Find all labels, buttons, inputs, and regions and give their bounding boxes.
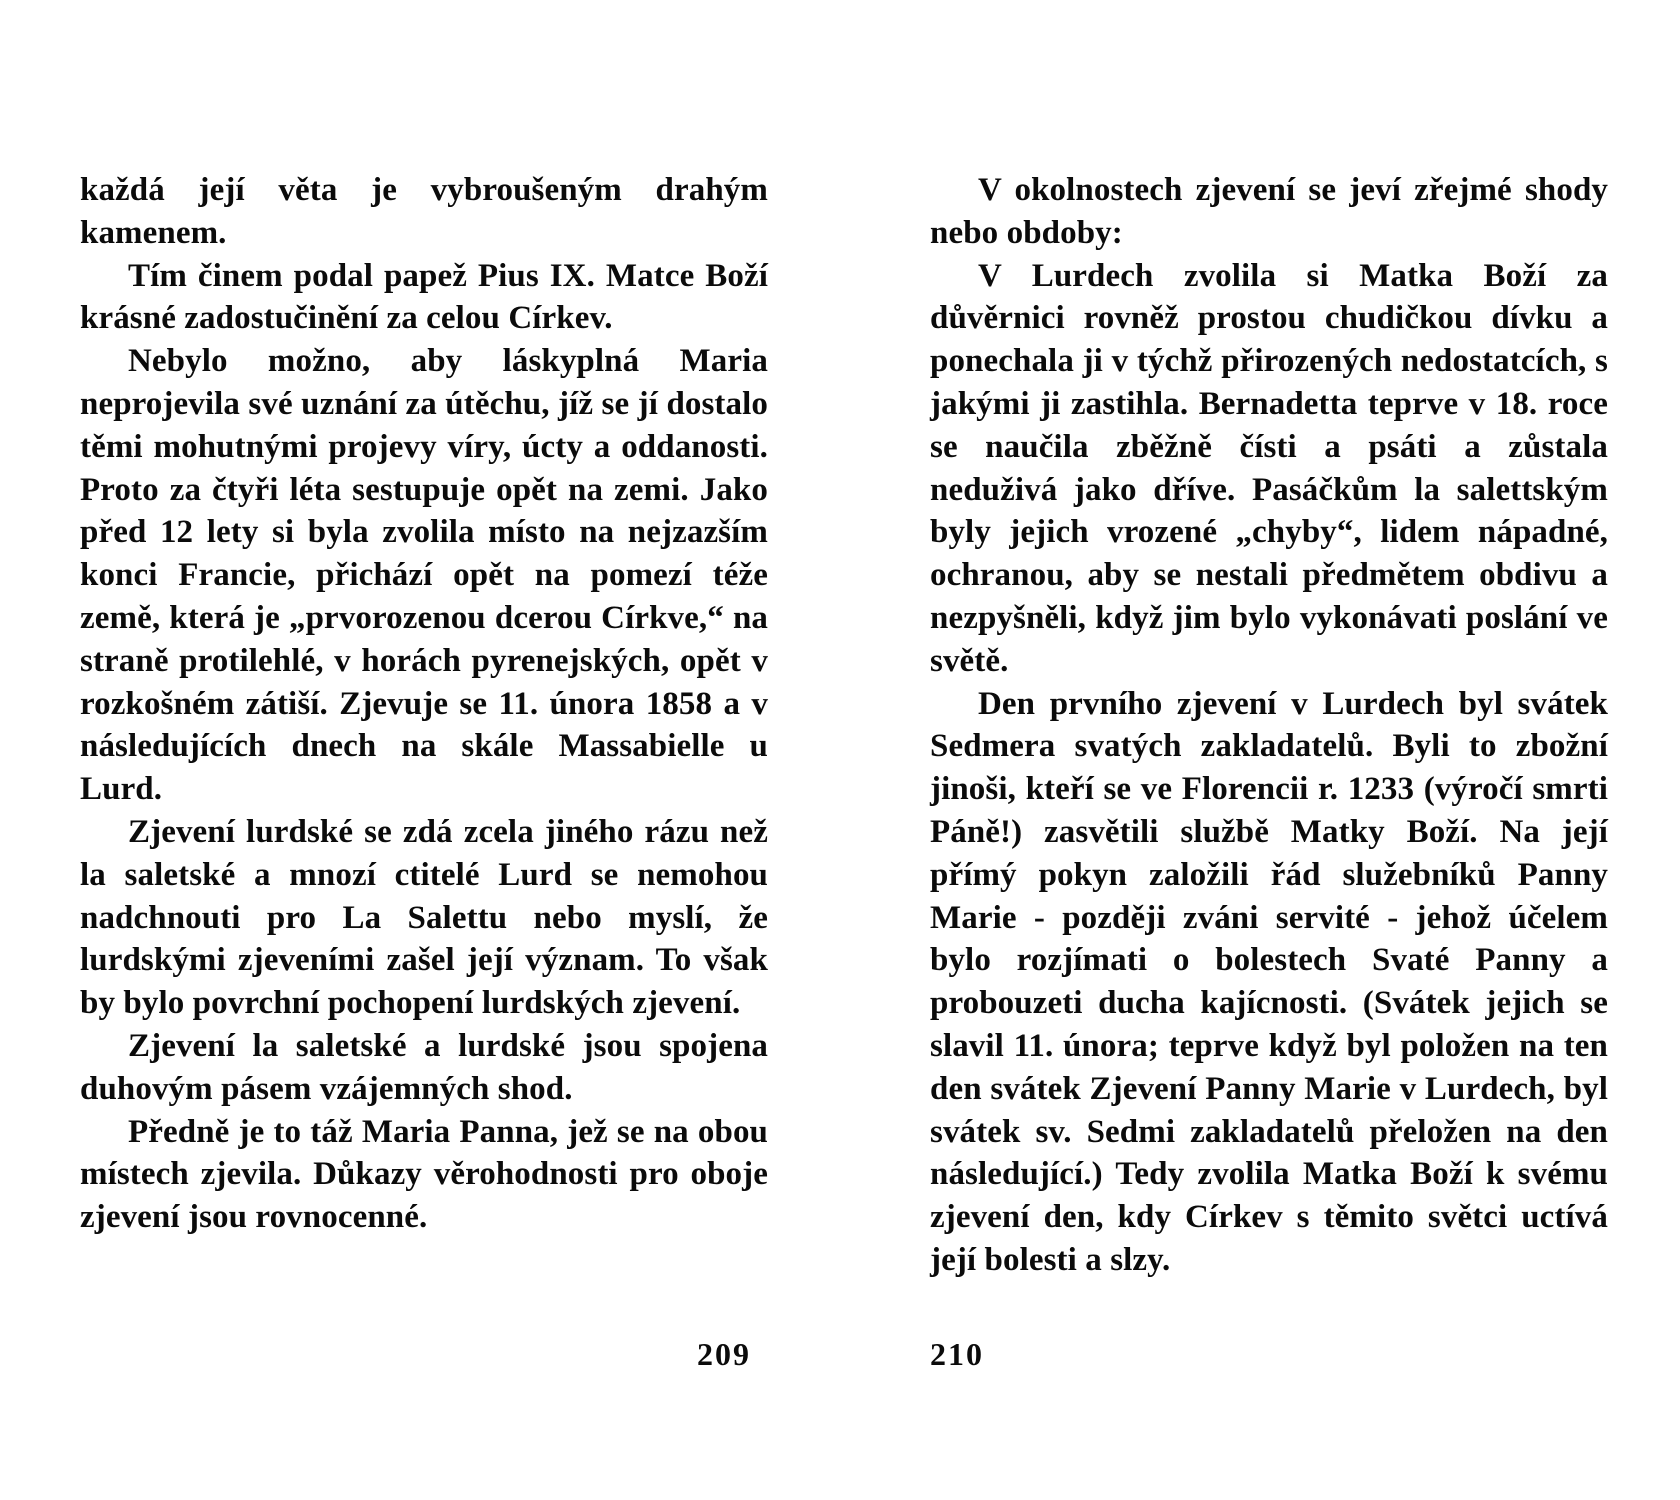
right-page-text <box>930 169 1608 1282</box>
left-page-text <box>80 169 768 1239</box>
paragraph: každá její věta je vybroušeným drahým kamenem. <box>80 172 768 251</box>
paragraph: Předně je to táž Maria Panna, jež se na obou místech zjevila. Důkazy věrohodnosti pro oboje zjevení jsou rovnocenné. <box>80 1113 768 1236</box>
page-number: 210 <box>930 1336 984 1372</box>
paragraph: Nebylo možno, aby láskyplná Maria neprojevila své uznání za útěchu, jíž se jí dostalo těmi mohutnými projevy víry, úcty a oddanosti. Proto za čtyři léta sestupuje opět na zemi. Jako před 12 lety si byla zvolila místo na nejzazším konci Francie, přichází opět na pomezí téže země, která je „prvorozenou dcerou Církve,“ na straně protilehlé, v horách pyrenejských, opět v rozkošném zátiší. Zjevuje se 11. února 1858 a v následujících dnech na skále Massabielle u Lurd. <box>80 343 768 808</box>
paragraph: V Lurdech zvolila si Matka Boží za důvěrnici rovněž prostou chudičkou dívku a ponechala ji v týchž přirozených nedostatcích, s jakými ji zastihla. Bernadetta teprve v 18. roce se naučila zběžně čísti a psáti a zůstala neduživá jako dříve. Pasáčkům la salettským byly jejich vrozené „chyby“, lidem nápadné, ochranou, aby se nestali předmětem obdivu a nezpyšněli, když jim bylo vykonávati poslání ve světě. <box>930 257 1608 679</box>
page-number: 209 <box>697 1336 751 1372</box>
paragraph: Zjevení lurdské se zdá zcela jiného rázu než la saletské a mnozí ctitelé Lurd se nemohou nadchnouti pro La Salettu nebo myslí, že lurdskými zjeveními zašel její význam. To však by bylo povrchní pochopení lurdských zjevení. <box>80 813 768 1022</box>
paragraph: Den prvního zjevení v Lurdech byl svátek Sedmera svatých zakladatelů. Byli to zbožní jinoši, kteří se ve Florencii r. 1233 (výročí smrti Páně!) zasvětili službě Matky Boží. Na její přímý pokyn založili řád služebníků Panny Marie - později zváni servité - jehož účelem bylo rozjímati o bolestech Svaté Panny a probouzeti ducha kajícnosti. (Svátek jejich se slavil 11. února; teprve když byl položen na ten den svátek Zjevení Panny Marie v Lurdech, byl svátek sv. Sedmi zakladatelů přeložen na den následující.) Tedy zvolila Matka Boží k svému zjevení den, kdy Církev s těmito světci uctívá její bolesti a slzy. <box>930 685 1608 1278</box>
paragraph: V okolnostech zjevení se jeví zřejmé shody nebo obdoby: <box>930 172 1608 251</box>
right-page <box>840 0 1680 1500</box>
paragraph: Zjevení la saletské a lurdské jsou spojena duhovým pásem vzájemných shod. <box>80 1027 768 1107</box>
paragraph: Tím činem podal papež Pius IX. Matce Boží krásné zadostučinění za celou Církev. <box>80 257 768 337</box>
